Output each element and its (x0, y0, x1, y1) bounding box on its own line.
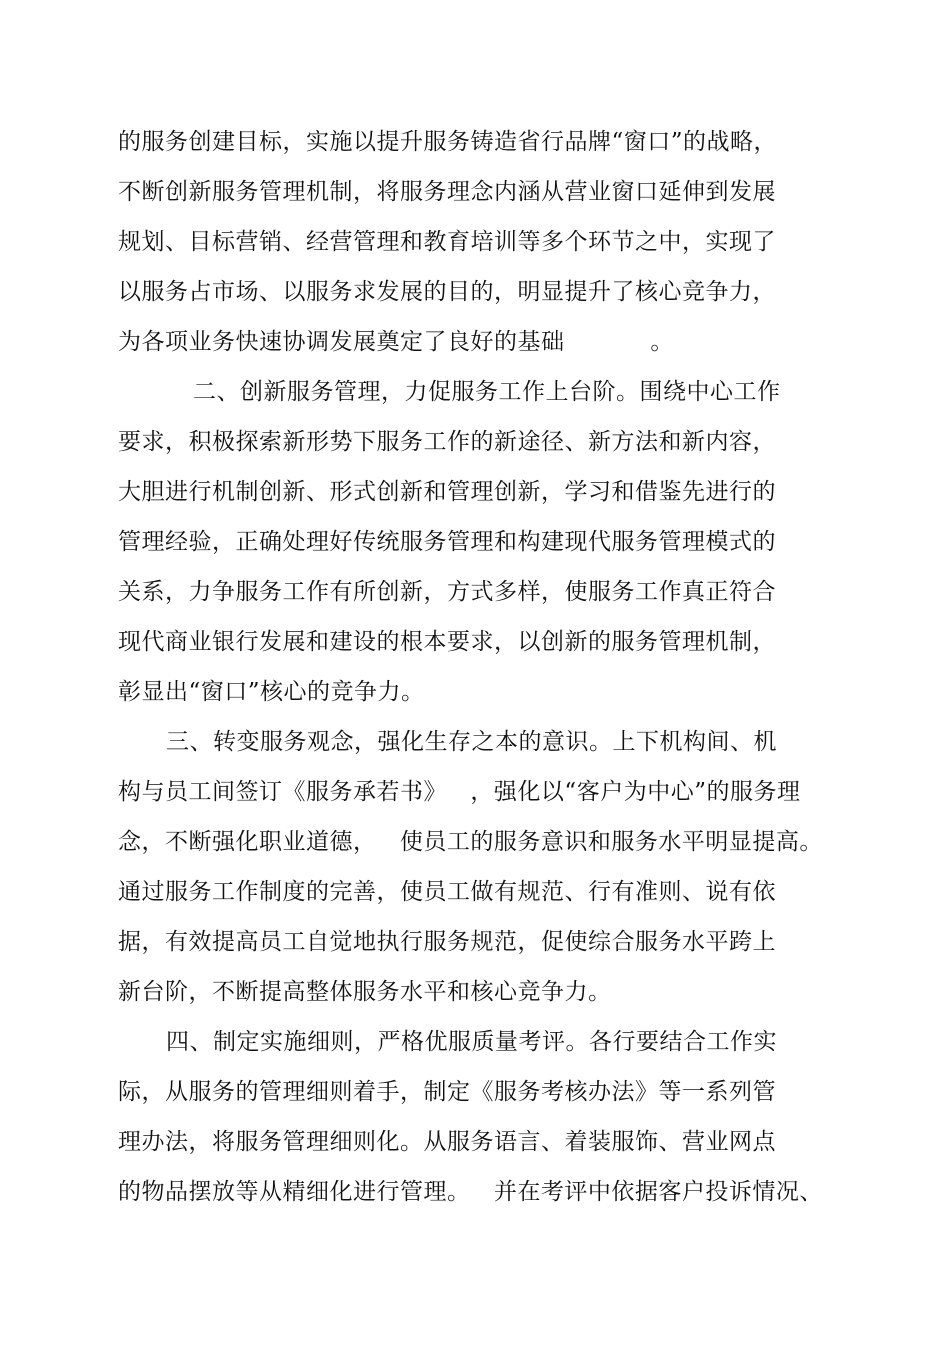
section-heading-line: 三、转变服务观念，强化生存之本的意识。上下机构间、机 (166, 729, 777, 755)
paragraph-line: 际，从服务的管理细则着手，制定《服务考核办法》等一系列管 (118, 1079, 776, 1105)
paragraph-line: 以服务占市场、以服务求发展的目的，明显提升了核心竞争力， (118, 279, 776, 305)
paragraph-line: 通过服务工作制度的完善，使员工做有规范、行有准则、说有依 (118, 879, 776, 905)
section-heading-line: 四、制定实施细则，严格优服质量考评。各行要结合工作实 (166, 1029, 777, 1055)
section-heading-line: 二、创新服务管理，力促服务工作上台阶。围绕中心工作 (193, 379, 781, 405)
paragraph-line: 规划、目标营销、经营管理和教育培训等多个环节之中，实现了 (118, 229, 776, 255)
paragraph-line: 彰显出“窗口”核心的竞争力。 (118, 679, 425, 705)
paragraph-line: 大胆进行机制创新、形式创新和管理创新，学习和借鉴先进行的 (118, 479, 776, 505)
paragraph-line: 要求，积极探索新形势下服务工作的新途径、新方法和新内容， (118, 429, 776, 455)
paragraph-line: 的物品摆放等从精细化进行管理。 并在考评中依据客户投诉情况、 (118, 1179, 823, 1205)
paragraph-line: 理办法，将服务管理细则化。从服务语言、着装服饰、营业网点 (118, 1129, 776, 1155)
paragraph-line: 现代商业银行发展和建设的根本要求，以创新的服务管理机制， (118, 629, 776, 655)
paragraph-line: 新台阶，不断提高整体服务水平和核心竞争力。 (118, 979, 612, 1005)
paragraph-line: 构与员工间签订《服务承若书》 ，强化以“客户为中心”的服务理 (118, 779, 801, 805)
paragraph-line: 为各项业务快速协调发展奠定了良好的基础 。 (118, 329, 674, 355)
paragraph-line: 念，不断强化职业道德， 使员工的服务意识和服务水平明显提高。 (118, 829, 823, 855)
paragraph-line: 据，有效提高员工自觉地执行服务规范，促使综合服务水平跨上 (118, 929, 776, 955)
paragraph-line: 不断创新服务管理机制，将服务理念内涵从营业窗口延伸到发展 (118, 179, 776, 205)
paragraph-line: 的服务创建目标，实施以提升服务铸造省行品牌“窗口”的战略， (118, 129, 778, 155)
paragraph-line: 管理经验，正确处理好传统服务管理和构建现代服务管理模式的 (118, 529, 776, 555)
paragraph-line: 关系，力争服务工作有所创新，方式多样，使服务工作真正符合 (118, 579, 776, 605)
